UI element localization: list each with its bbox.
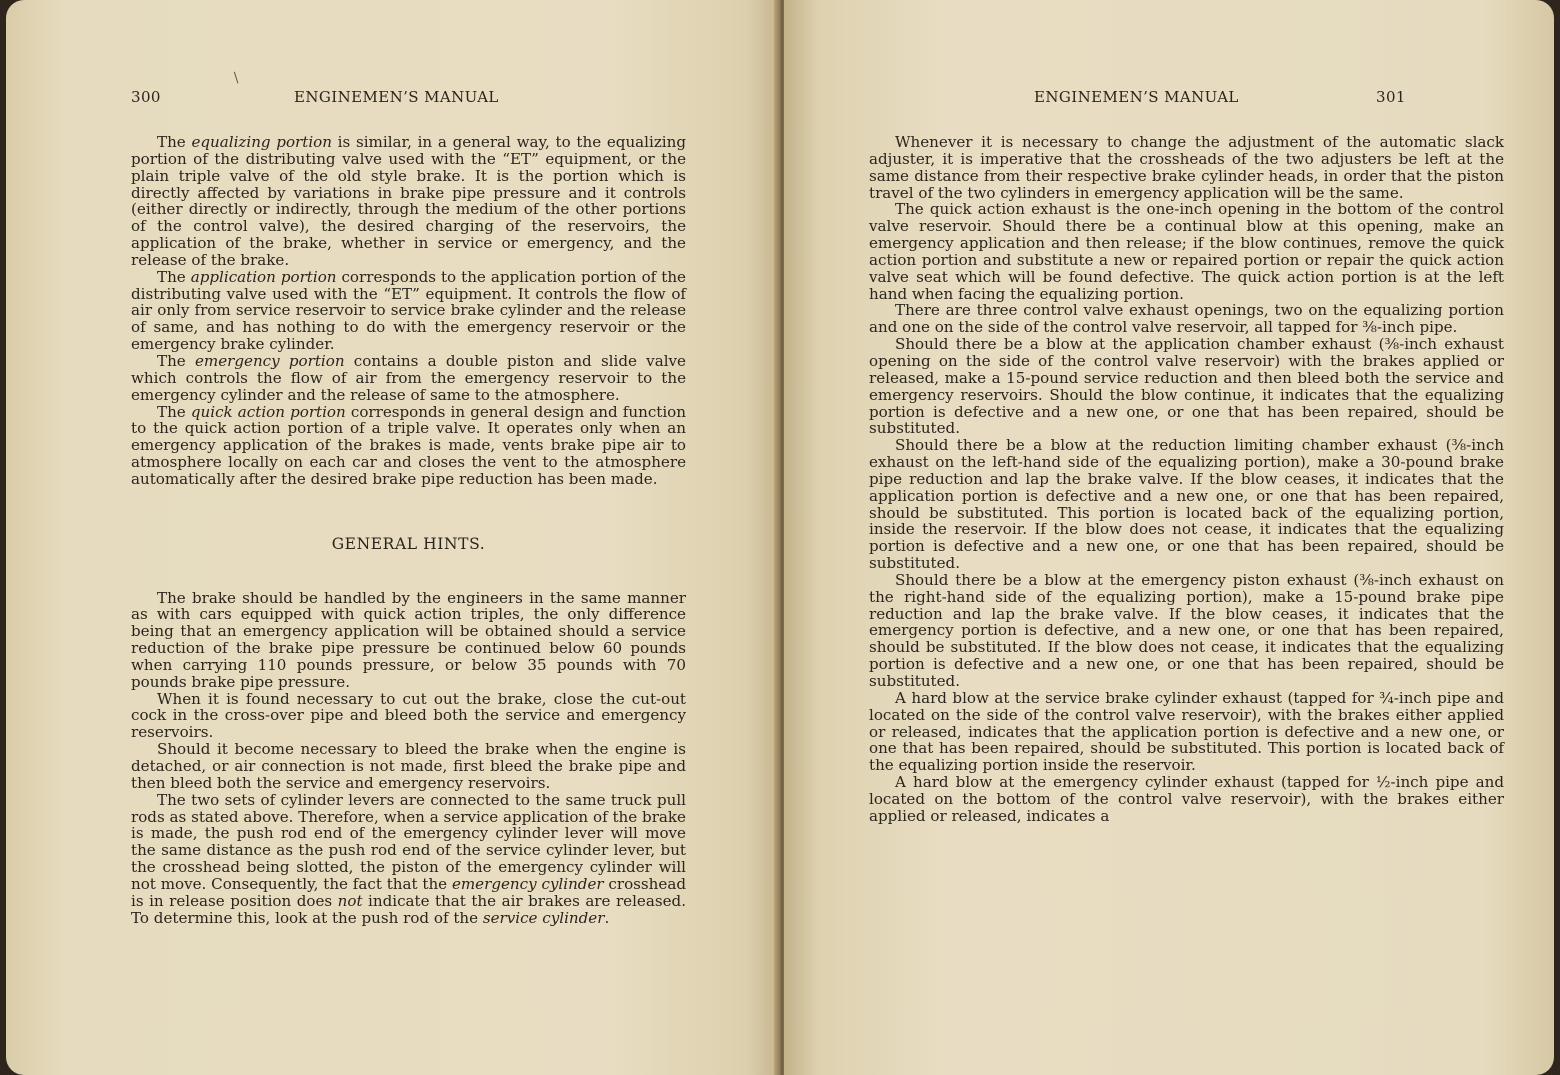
paragraph: The brake should be handled by the engineers in the same manner as with cars equipped with quick action triples, the only difference being that an emergency application will be obtained should a service reduction of the brake pipe pressure be continued below 60 pounds when carrying 110 pounds pressure, or below 35 pounds with 70 pounds brake pipe pressure.	[131, 588, 686, 691]
paragraph: Should there be a blow at the emergency piston exhaust (⅜-inch exhaust on the right-hand side of the equalizing portion), make a 15-pound brake pipe reduction and lap the brake valve. If the blow ceases, it indicates that the emergency portion is defective, and a new one, or one that has been repaired, should be substituted. If the blow does not cease, it indicates that the equalizing portion is defective and a new one, or one that has been repaired, should be substituted.	[869, 570, 1504, 690]
paragraph: The quick action portion corresponds in general design and function to the quick action portion of a triple valve. It operates only when an emergency application of the brakes is made, vents brake pipe air to atmosphere locally on each car and closes the vent to the atmosphere automatically after the desired brake pipe reduction has been made.	[131, 402, 686, 488]
paragraph: Should it become necessary to bleed the brake when the engine is detached, or air connection is not made, first bleed the brake pipe and then bleed both the service and emergency reservoirs.	[131, 740, 686, 792]
left-page-text	[131, 134, 686, 926]
paragraph: The quick action exhaust is the one-inch opening in the bottom of the control valve reservoir. Should there be a continual blow at this opening, make an emergency application and then release; if the blow continues, remove the quick action portion and substitute a new or repaired portion or repair the quick action valve seat which will be found defective. The quick action portion is at the left hand when facing the equalizing portion.	[869, 200, 1504, 303]
paragraph: The emergency portion contains a double piston and slide valve which controls the flow of air from the emergency reservoir to the emergency cylinder and the release of same to the atmosphere.	[131, 351, 686, 404]
left-page-header	[131, 88, 686, 112]
running-title: ENGINEMEN’S MANUAL	[1034, 88, 1239, 106]
defined-term: quick action portion	[190, 402, 346, 421]
page-number: 300	[131, 88, 161, 106]
right-page-text	[869, 134, 1504, 825]
paragraph: A hard blow at the emergency cylinder exhaust (tapped for ½-inch pipe and located on the bottom of the control valve reservoir), with the brakes either applied or released, indicates a	[869, 773, 1504, 825]
defined-term: application portion	[190, 267, 337, 286]
defined-term: equalizing portion	[191, 133, 332, 151]
defined-term: emergency portion	[194, 351, 345, 370]
section-heading: GENERAL HINTS.	[331, 534, 486, 553]
right-page-header	[1034, 88, 1420, 112]
paragraph: Whenever it is necessary to change the adjustment of the automatic slack adjuster, it is imperative that the crossheads of the two adjusters be left at the same distance from their respective brake cylinder heads, in order that the piston travel of the two cylinders in emergency application will be the same.	[869, 133, 1504, 202]
paragraph: There are three control valve exhaust openings, two on the equalizing portion and one on the side of the control valve reservoir, all tapped for ⅜-inch pipe.	[869, 301, 1504, 337]
paragraph: The equalizing portion is similar, in a general way, to the equalizing portion of the distributing valve used with the “ET” equipment, or the plain triple valve of the old style brake. It is the portion which is directly affected by variations in brake pipe pressure and it controls (either directly or indirectly, through the medium of the other portions of the control valve), the desired charging of the reservoirs, the application of the brake, whether in service or emergency, and the release of the brake.	[131, 133, 686, 269]
paragraph: A hard blow at the service brake cylinder exhaust (tapped for ¾-inch pipe and located on the side of the control valve reservoir), with the brakes either applied or released, indicates that the application portion is defective and a new one, or one that has been repaired, should be substituted. This portion is located back of the equalizing portion inside the reservoir.	[869, 688, 1504, 775]
running-title: ENGINEMEN’S MANUAL	[294, 88, 499, 106]
pencil-mark-icon: /	[229, 70, 243, 86]
paragraph: When it is found necessary to cut out the brake, close the cut-out cock in the cross-over pipe and bleed both the service and emergency reservoirs.	[131, 689, 686, 742]
left-page	[6, 0, 778, 1075]
right-page	[784, 0, 1554, 1075]
paragraph: The two sets of cylinder levers are connected to the same truck pull rods as stated above. Therefore, when a service application of the brake is made, the push rod end of the emergency cylinder lever will move the same distance as the push rod end of the service cylinder lever, but the crosshead being slotted, the piston of the emergency cylinder will not move. Consequently, the fact that the emergency cylinder crosshead is in release position does not indicate that the air brakes are released. To determine this, look at the push rod of the service cylinder.	[131, 790, 687, 927]
paragraph: Should there be a blow at the application chamber exhaust (⅜-inch exhaust opening on the side of the control valve reservoir) with the brakes applied or released, make a 15-pound service reduction and then bleed both the service and emergency reservoirs. Should the blow continue, it indicates that the equalizing portion is defective and a new one, or one that has been repaired, should be substituted.	[869, 335, 1504, 438]
paragraph: Should there be a blow at the reduction limiting chamber exhaust (⅜-inch exhaust on the left-hand side of the equalizing portion), make a 30-pound brake pipe reduction and lap the brake valve. If the blow ceases, it indicates that the application portion is defective and a new one, or one that has been repaired, should be substituted. This portion is located back of the equalizing portion, inside the reservoir. If the blow does not cease, it indicates that the equalizing portion is defective and a new one, or one that has been repaired, should be substituted.	[869, 436, 1504, 573]
page-number: 301	[1376, 88, 1406, 106]
paragraph: The application portion corresponds to the application portion of the distributing valve used with the “ET” equipment. It controls the flow of air only from service reservoir to service brake cylinder and the release of same, and has nothing to do with the emergency reservoir or the emergency brake cylinder.	[131, 267, 686, 354]
